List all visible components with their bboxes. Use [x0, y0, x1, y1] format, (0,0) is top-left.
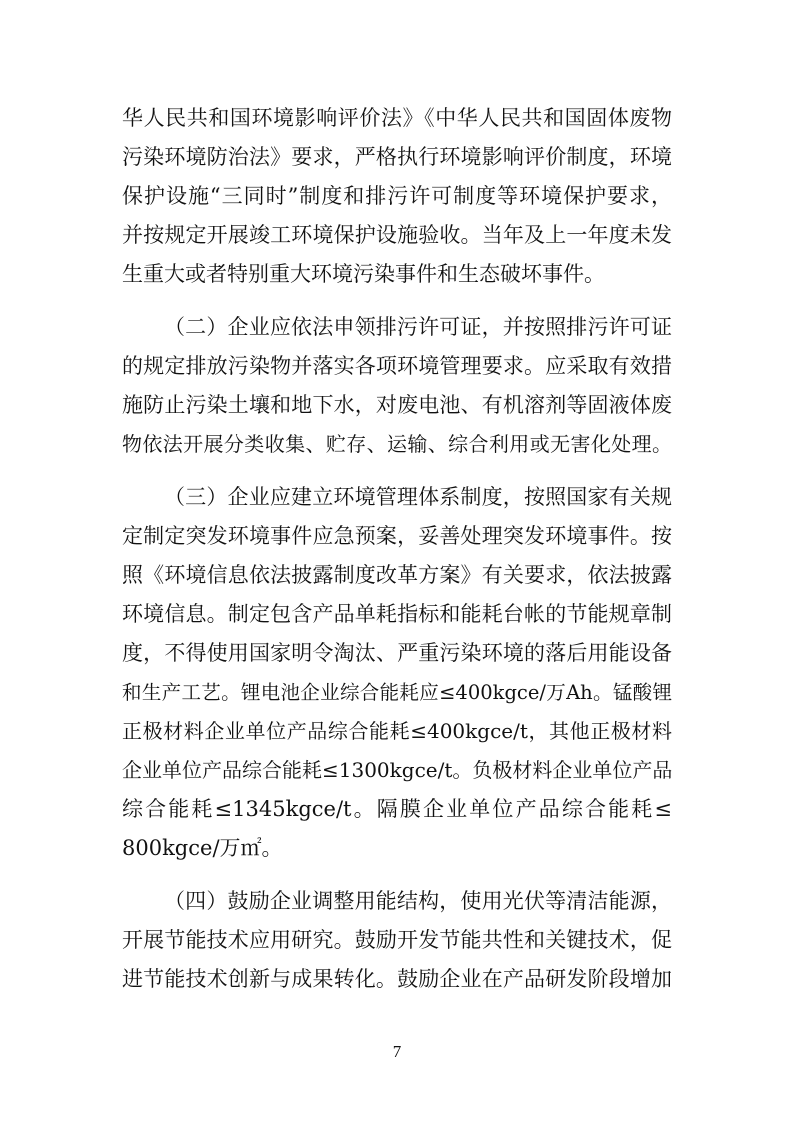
- text-line: 进节能技术创新与成果转化。鼓励企业在产品研发阶段增加: [122, 967, 672, 991]
- text-line: 污染环境防治法》要求，严格执行环境影响评价制度，环境: [122, 145, 672, 169]
- text-line: 度，不得使用国家明令淘汰、严重污染环境的落后用能设备: [122, 641, 672, 665]
- text-line: （四）鼓励企业调整用能结构，使用光伏等清洁能源，: [164, 889, 672, 913]
- text-line: 照《环境信息依法披露制度改革方案》有关要求，依法披露: [122, 563, 672, 587]
- text-line: 生重大或者特别重大环境污染事件和生态破坏事件。: [122, 262, 605, 286]
- page-number: 7: [392, 1042, 402, 1061]
- text-line: 并按规定开展竣工环境保护设施验收。当年及上一年度未发: [122, 223, 672, 247]
- text-line: 物依法开展分类收集、贮存、运输、综合利用或无害化处理。: [122, 432, 672, 456]
- text-line: 800kgce/万㎡。: [122, 836, 283, 860]
- text-line: （二）企业应依法申领排污许可证，并按照排污许可证: [164, 315, 672, 339]
- text-line: 和生产工艺。锂电池企业综合能耗应≤400kgce/万Ah。锰酸锂: [122, 681, 672, 704]
- text-line: 企业单位产品综合能耗≤1300kgce/t。负极材料企业单位产品: [122, 758, 673, 782]
- text-line: 综合能耗≤1345kgce/t。隔膜企业单位产品综合能耗≤: [122, 797, 672, 821]
- text-line: 的规定排放污染物并落实各项环境管理要求。应采取有效措: [122, 354, 672, 378]
- text-line: 定制定突发环境事件应急预案，妥善处理突发环境事件。按: [122, 524, 672, 548]
- text-line: 开展节能技术应用研究。鼓励开发节能共性和关键技术，促: [122, 928, 672, 952]
- text-line: 正极材料企业单位产品综合能耗≤400kgce/t，其他正极材料: [122, 719, 672, 743]
- text-line: 环境信息。制定包含产品单耗指标和能耗台帐的节能规章制: [122, 602, 672, 626]
- text-line: 保护设施“三同时”制度和排污许可制度等环境保护要求，: [122, 184, 672, 208]
- text-line: （三）企业应建立环境管理体系制度，按照国家有关规: [164, 485, 672, 509]
- text-line: 华人民共和国环境影响评价法》《中华人民共和国固体废物: [122, 106, 672, 130]
- text-line: 施防止污染土壤和地下水，对废电池、有机溶剂等固液体废: [122, 393, 672, 417]
